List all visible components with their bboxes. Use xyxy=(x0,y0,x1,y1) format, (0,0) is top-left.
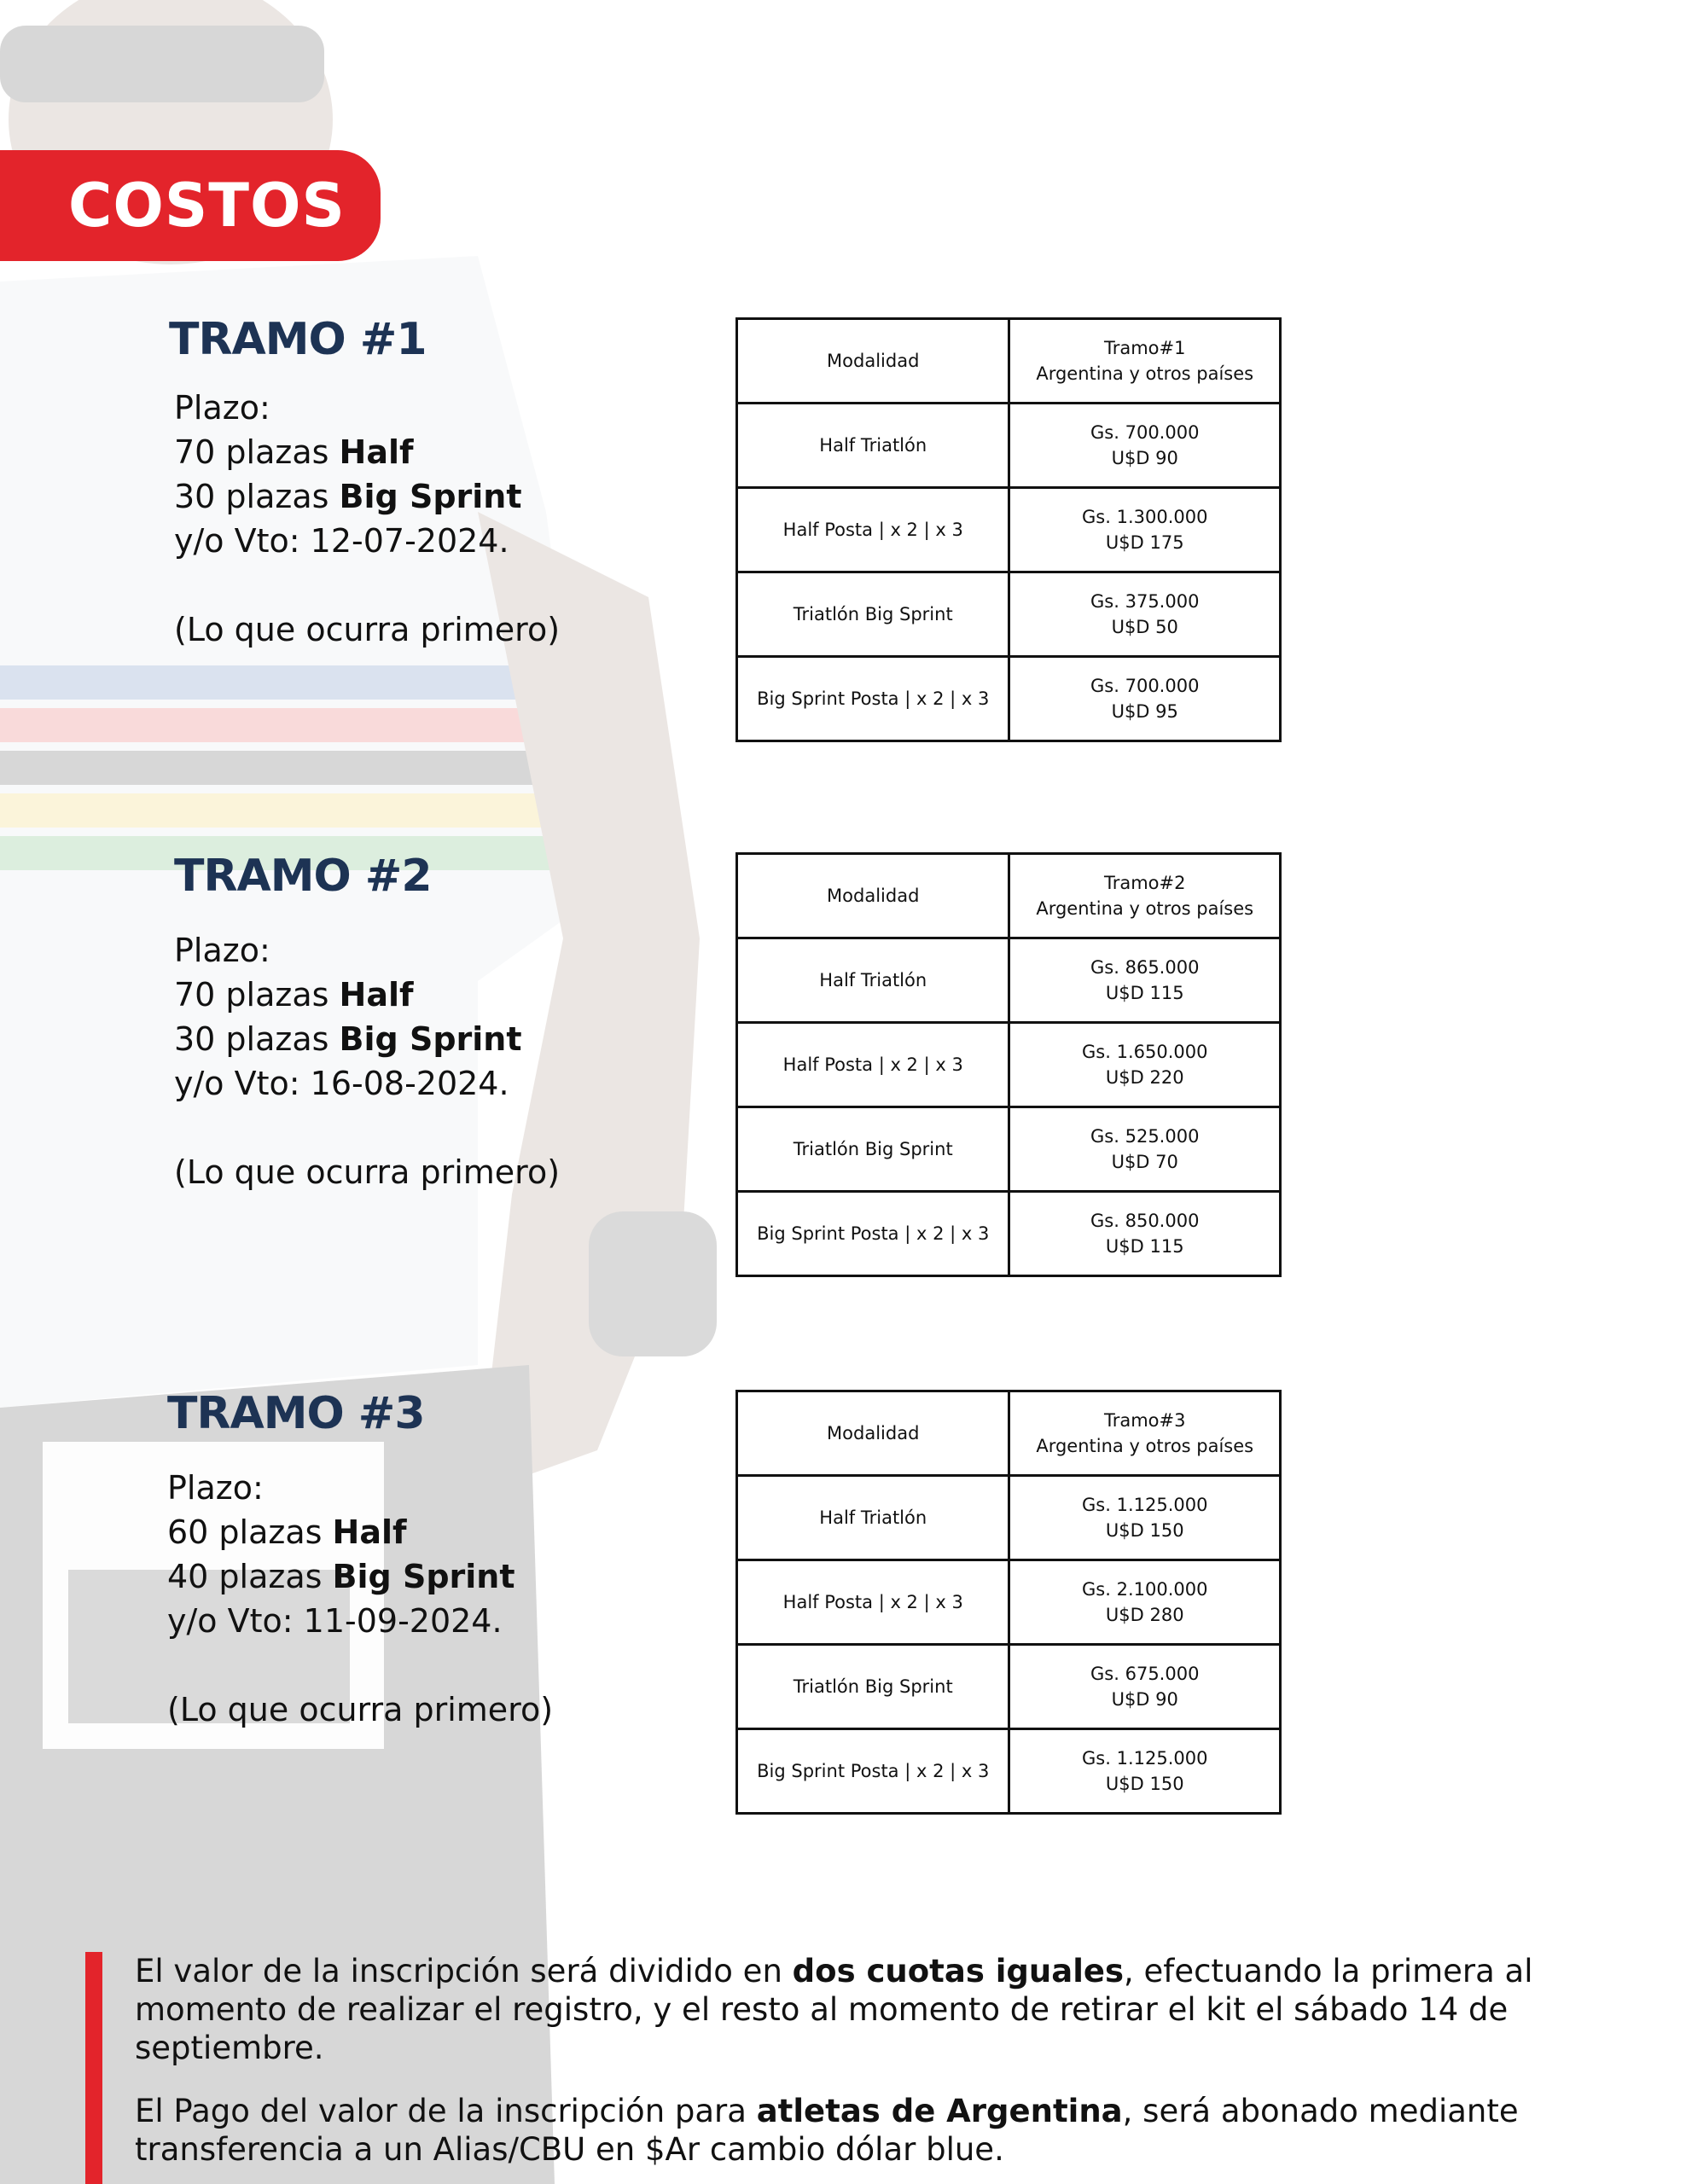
tramo-3-plazo: Plazo: xyxy=(167,1469,264,1507)
tramo-1-plazo: Plazo: xyxy=(174,389,270,427)
price-usd: U$D 115 xyxy=(1105,1236,1184,1257)
row-modalidad: Big Sprint Posta | x 2 | x 3 xyxy=(737,1729,1009,1814)
tramo-3-details xyxy=(167,1466,553,1732)
header-tramo-name: Tramo#3 xyxy=(1103,1410,1186,1431)
tramo-3-sprint-count: 40 plazas xyxy=(167,1558,323,1595)
row-price xyxy=(1009,1560,1281,1645)
tramo-1-sprint-line xyxy=(174,474,560,519)
costos-banner xyxy=(0,150,381,261)
header-tramo-region: Argentina y otros países xyxy=(1036,1436,1254,1456)
tramo-1-sprint-count: 30 plazas xyxy=(174,478,329,515)
price-gs: Gs. 865.000 xyxy=(1090,957,1200,978)
table-row xyxy=(737,938,1281,1023)
tramo-2-sprint-line xyxy=(174,1017,560,1061)
tramo-2-details xyxy=(174,928,560,1194)
row-price xyxy=(1009,657,1281,741)
row-modalidad: Big Sprint Posta | x 2 | x 3 xyxy=(737,1192,1009,1276)
table-header-row xyxy=(737,1391,1281,1476)
row-modalidad: Triatlón Big Sprint xyxy=(737,1645,1009,1729)
banner-title: COSTOS xyxy=(68,171,346,241)
tramo-1-vto: y/o Vto: 12-07-2024. xyxy=(174,522,509,560)
tramo-2-sprint-label: Big Sprint xyxy=(339,1020,522,1058)
tramo-3-half-label: Half xyxy=(332,1513,407,1551)
price-usd: U$D 220 xyxy=(1105,1067,1184,1088)
header-tramo xyxy=(1009,1391,1281,1476)
price-gs: Gs. 675.000 xyxy=(1090,1664,1200,1684)
tramo-3-title: TRAMO #3 xyxy=(167,1388,425,1439)
row-price xyxy=(1009,572,1281,657)
header-modalidad: Modalidad xyxy=(737,1391,1009,1476)
tramo-2-half-line xyxy=(174,973,560,1017)
row-modalidad: Triatlón Big Sprint xyxy=(737,572,1009,657)
tramo-2-note: (Lo que ocurra primero) xyxy=(174,1153,561,1191)
table-row xyxy=(737,1560,1281,1645)
price-gs: Gs. 1.125.000 xyxy=(1082,1495,1208,1515)
footer-paragraph-cuotas xyxy=(135,1952,1551,2067)
table-row xyxy=(737,1192,1281,1276)
row-price xyxy=(1009,1107,1281,1192)
price-usd: U$D 90 xyxy=(1111,448,1178,468)
row-price xyxy=(1009,1192,1281,1276)
price-usd: U$D 70 xyxy=(1111,1152,1178,1172)
footer-p1-bold: dos cuotas iguales xyxy=(792,1953,1125,1989)
price-usd: U$D 150 xyxy=(1105,1774,1184,1794)
price-usd: U$D 150 xyxy=(1105,1520,1184,1541)
row-price xyxy=(1009,1023,1281,1107)
table-header-row xyxy=(737,319,1281,404)
price-gs: Gs. 850.000 xyxy=(1090,1211,1200,1231)
tramo-2-half-count: 70 plazas xyxy=(174,976,329,1014)
table-row xyxy=(737,488,1281,572)
tramo-1-sprint-label: Big Sprint xyxy=(339,478,522,515)
table-row xyxy=(737,657,1281,741)
header-tramo-name: Tramo#2 xyxy=(1103,873,1186,893)
price-usd: U$D 280 xyxy=(1105,1605,1184,1625)
row-modalidad: Half Triatlón xyxy=(737,1476,1009,1560)
header-tramo-name: Tramo#1 xyxy=(1103,338,1186,358)
tramo-1-table xyxy=(735,317,1282,742)
row-modalidad: Triatlón Big Sprint xyxy=(737,1107,1009,1192)
row-price xyxy=(1009,938,1281,1023)
header-tramo xyxy=(1009,319,1281,404)
footer-p2-bold: atletas de Argentina xyxy=(756,2093,1123,2129)
footer-p2-text: El Pago del valor de la inscripción para xyxy=(135,2093,757,2129)
row-modalidad: Half Triatlón xyxy=(737,938,1009,1023)
header-modalidad: Modalidad xyxy=(737,319,1009,404)
row-price xyxy=(1009,1729,1281,1814)
row-modalidad: Half Triatlón xyxy=(737,404,1009,488)
price-usd: U$D 50 xyxy=(1111,617,1178,637)
row-modalidad: Big Sprint Posta | x 2 | x 3 xyxy=(737,657,1009,741)
tramo-1-half-line xyxy=(174,430,560,474)
table-row xyxy=(737,572,1281,657)
price-gs: Gs. 700.000 xyxy=(1090,422,1200,443)
price-usd: U$D 115 xyxy=(1105,983,1184,1003)
header-tramo-region: Argentina y otros países xyxy=(1036,363,1254,384)
tramo-2-vto: y/o Vto: 16-08-2024. xyxy=(174,1065,509,1102)
table-header-row xyxy=(737,854,1281,938)
tramo-3-note: (Lo que ocurra primero) xyxy=(167,1691,554,1728)
table-row xyxy=(737,1729,1281,1814)
header-modalidad: Modalidad xyxy=(737,854,1009,938)
footer-accent-bar xyxy=(85,1952,102,2184)
table-row xyxy=(737,1645,1281,1729)
price-gs: Gs. 525.000 xyxy=(1090,1126,1200,1147)
tramo-2-title: TRAMO #2 xyxy=(174,851,432,902)
tramo-1-details xyxy=(174,386,560,652)
price-usd: U$D 95 xyxy=(1111,701,1178,722)
tramo-2-plazo: Plazo: xyxy=(174,932,270,969)
price-gs: Gs. 1.650.000 xyxy=(1082,1042,1208,1062)
tramo-2-sprint-count: 30 plazas xyxy=(174,1020,329,1058)
footer-p2-text-end: , será abonado mediante transferencia a un Alias/CBU en $Ar cambio dólar blue. xyxy=(135,2093,1519,2168)
table-row xyxy=(737,404,1281,488)
tramo-2-half-label: Half xyxy=(339,976,414,1014)
table-row xyxy=(737,1023,1281,1107)
row-price xyxy=(1009,1476,1281,1560)
row-price xyxy=(1009,1645,1281,1729)
price-gs: Gs. 700.000 xyxy=(1090,676,1200,696)
price-gs: Gs. 2.100.000 xyxy=(1082,1579,1208,1600)
table-row xyxy=(737,1476,1281,1560)
price-gs: Gs. 375.000 xyxy=(1090,591,1200,612)
tramo-3-half-count: 60 plazas xyxy=(167,1513,323,1551)
tramo-2-table xyxy=(735,852,1282,1277)
row-modalidad: Half Posta | x 2 | x 3 xyxy=(737,1023,1009,1107)
tramo-1-title: TRAMO #1 xyxy=(169,314,427,365)
footer-p1-text-end: , efectuando la primera al momento de realizar el registro, y el resto al momento de retirar el kit el sábado 14 de septiembre. xyxy=(135,1953,1533,2066)
tramo-3-sprint-label: Big Sprint xyxy=(332,1558,515,1595)
header-tramo-region: Argentina y otros países xyxy=(1036,898,1254,919)
tramo-1-half-count: 70 plazas xyxy=(174,433,329,471)
price-gs: Gs. 1.125.000 xyxy=(1082,1748,1208,1769)
footer-p1-text: El valor de la inscripción será dividido en xyxy=(135,1953,793,1989)
row-modalidad: Half Posta | x 2 | x 3 xyxy=(737,488,1009,572)
tramo-3-sprint-line xyxy=(167,1554,553,1599)
tramo-1-half-label: Half xyxy=(339,433,414,471)
row-price xyxy=(1009,488,1281,572)
tramo-3-half-line xyxy=(167,1510,553,1554)
row-price xyxy=(1009,404,1281,488)
header-tramo xyxy=(1009,854,1281,938)
price-usd: U$D 90 xyxy=(1111,1689,1178,1710)
table-row xyxy=(737,1107,1281,1192)
row-modalidad: Half Posta | x 2 | x 3 xyxy=(737,1560,1009,1645)
price-usd: U$D 175 xyxy=(1105,532,1184,553)
price-gs: Gs. 1.300.000 xyxy=(1082,507,1208,527)
footer-paragraph-argentina xyxy=(135,2092,1551,2169)
tramo-1-note: (Lo que ocurra primero) xyxy=(174,611,561,648)
tramo-3-vto: y/o Vto: 11-09-2024. xyxy=(167,1602,503,1640)
tramo-3-table xyxy=(735,1390,1282,1815)
